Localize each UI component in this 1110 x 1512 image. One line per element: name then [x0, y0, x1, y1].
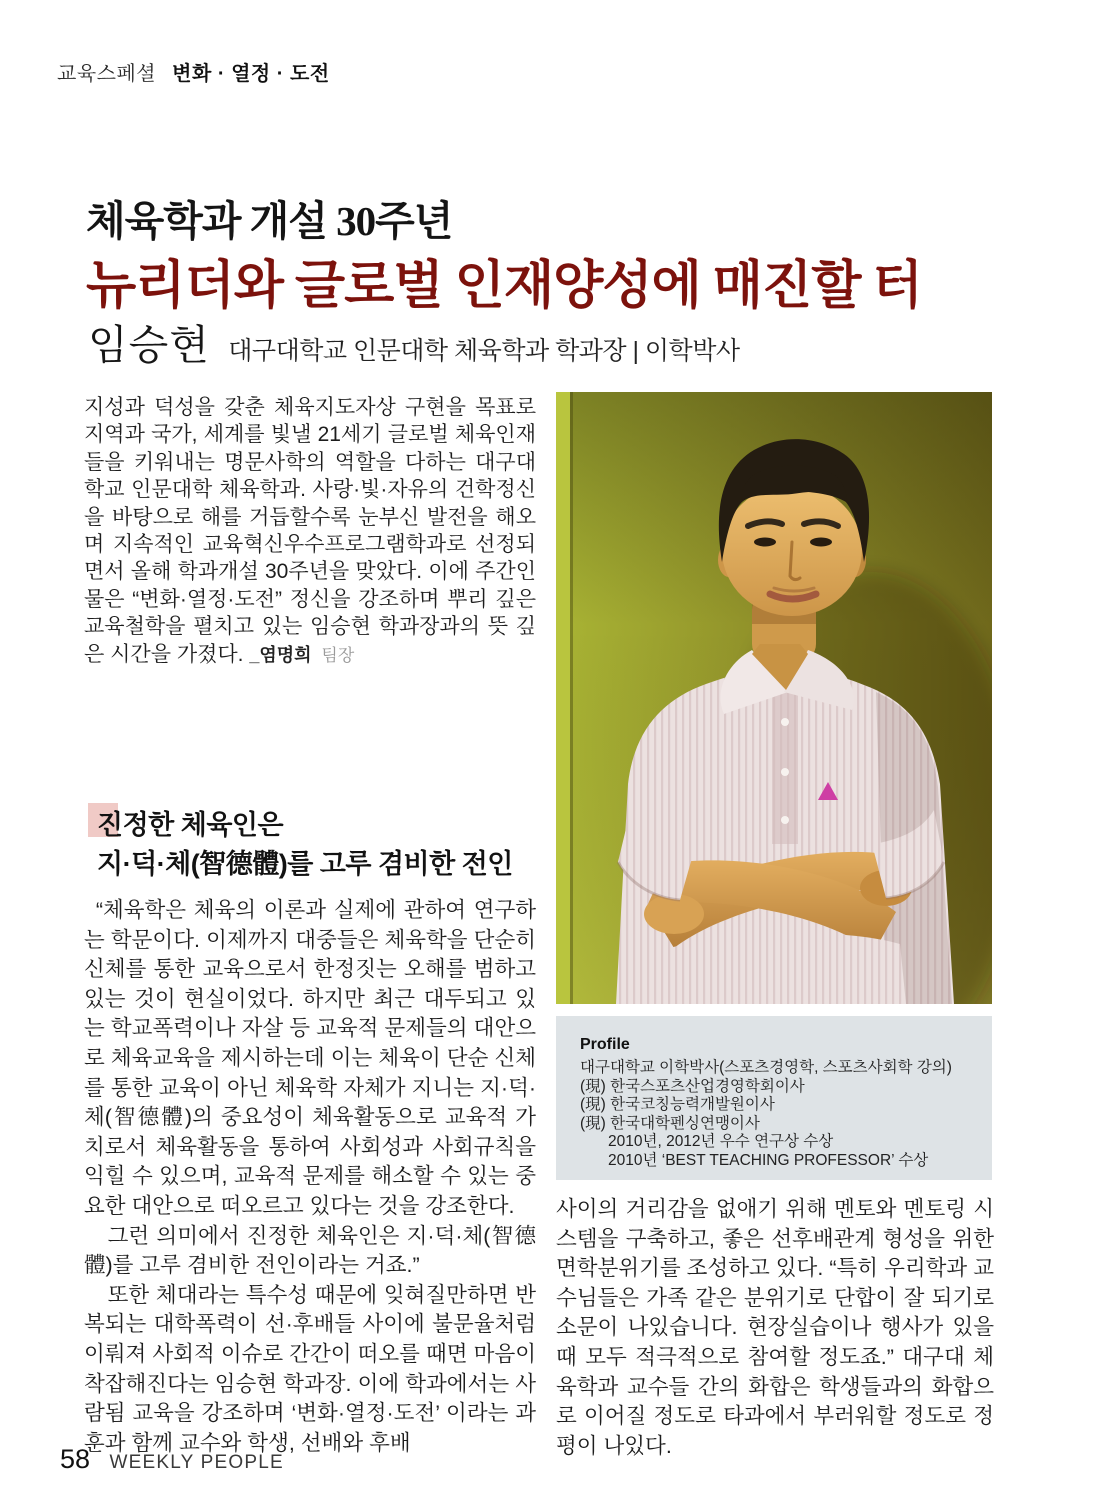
byline [88, 312, 740, 371]
profile-line: (現) 한국코칭능력개발원이사 [580, 1096, 775, 1114]
intro-paragraph [84, 394, 536, 669]
body-column-left [84, 896, 536, 1458]
profile-line: 대구대학교 이학박사(스포츠경영학, 스포츠사회학 강의) [580, 1059, 952, 1076]
body-paragraph: 사이의 거리감을 없애기 위해 멘토와 멘토링 시스템을 구축하고, 좋은 선후배관계 형성을 위한 면학분위기를 조성하고 있다. “특히 우리학과 교수님들은 가족 같은 분위기로 단합이 잘 되기로 소문이 나있습니다. 현장실습이나 행사가 있을 때 모두 적극적으로 참여할 정도죠.” 대구대 체육학과 교수들 간의 화합은 학생들과의 화합으로 이어질 정도로 타과에서 부러워할 정도로 정평이 나있다. [556, 1197, 994, 1458]
intro-credit-name: _염명희 [249, 644, 312, 665]
author-name: 임승현 [88, 322, 210, 368]
profile-line: 2010년 ‘BEST TEACHING PROFESSOR’ 수상 [608, 1151, 929, 1169]
portrait-illustration [556, 392, 992, 1004]
profile-line: (現) 한국대학펜싱연맹이사 [580, 1114, 760, 1132]
profile-box [556, 1016, 992, 1180]
body-column-right [556, 1195, 994, 1461]
profile-title: Profile [580, 1036, 630, 1053]
body-paragraph: “체육학은 체육의 이론과 실제에 관하여 연구하는 학문이다. 이제까지 대중들은 체육학을 단순히 신체를 통한 교육으로서 한정짓는 오해를 범하고 있는 것이 현실이었다. 하지만 최근 대두되고 있는 학교폭력이나 자살 등 교육적 문제들의 대안으로 체육교육을 제시하는데 이는 체육이 단순 신체를 통한 교육이 아닌 체육학 자체가 지니는 지·덕·체(智德體)의 중요성이 체육활동으로 교육적 가치로서 체육활동을 통하여 사회성과 사회규칙을 익힐 수 있으며, 교육적 문제를 해소할 수 있는 중요한 대안으로 떠오르고 있다는 것을 강조한다. [84, 898, 536, 1218]
kicker-title: 변화 · 열정 · 도전 [172, 63, 330, 85]
intro-text: 지성과 덕성을 갖춘 체육지도자상 구현을 목표로 지역과 국가, 세계를 빛낼 21세기 글로벌 체육인재들을 키워내는 명문사학의 역할을 다하는 대구대학교 인문대학 체육학과. 사랑·빛·자유의 건학정신을 바탕으로 해를 거듭할수록 눈부신 발전을 해오며 지속적인 교육혁신우수프로그램학과로 선정되면서 올해 학과개설 30주년을 맞았다. 이에 주간인물은 “변화·열정·도전” 정신을 강조하며 뿌리 깊은 교육철학을 펼치고 있는 임승현 학과장과의 뜻 깊은 시간을 가졌다. [84, 396, 536, 666]
body-paragraph: 그런 의미에서 진정한 체육인은 지·덕·체(智德體)를 고루 겸비한 전인이라는 거죠.” [84, 1223, 536, 1278]
page-number: 58 [60, 1444, 91, 1474]
section-heading [97, 806, 513, 884]
kicker-label: 교육스페셜 [57, 63, 157, 85]
intro-credit-role: 팀장 [321, 645, 355, 665]
profile-line: 2010년, 2012년 우수 연구상 수상 [608, 1133, 834, 1151]
article-overline: 체육학과 개설 30주년 [86, 198, 453, 244]
section-heading-line1: 진정한 체육인은 [97, 810, 284, 840]
magazine-name: WEEKLY PEOPLE [109, 1452, 284, 1473]
body-paragraph: 또한 체대라는 특수성 때문에 잊혀질만하면 반복되는 대학폭력이 선·후배들 사이에 불문율처럼 이뤄져 사회적 이슈로 간간이 떠오를 때면 마음이 착잡해진다는 임승현 학과장. 이에 학과에서는 사람됨 교육을 강조하며 ‘변화·열정·도전’ 이라는 과 훈과 함께 교수와 학생, 선배와 후배 [84, 1282, 536, 1455]
author-role: 대구대학교 인문대학 체육학과 학과장 | 이학박사 [228, 337, 740, 365]
section-heading-line2: 지·덕·체(智德體)를 고루 겸비한 전인 [97, 849, 513, 879]
profile-line: (現) 한국스포츠산업경영학회이사 [580, 1077, 805, 1095]
page-footer [60, 1444, 284, 1475]
portrait-photo [556, 392, 992, 1004]
kicker [57, 57, 330, 86]
article-title: 뉴리더와 글로벌 인재양성에 매진할 터 [86, 258, 922, 315]
